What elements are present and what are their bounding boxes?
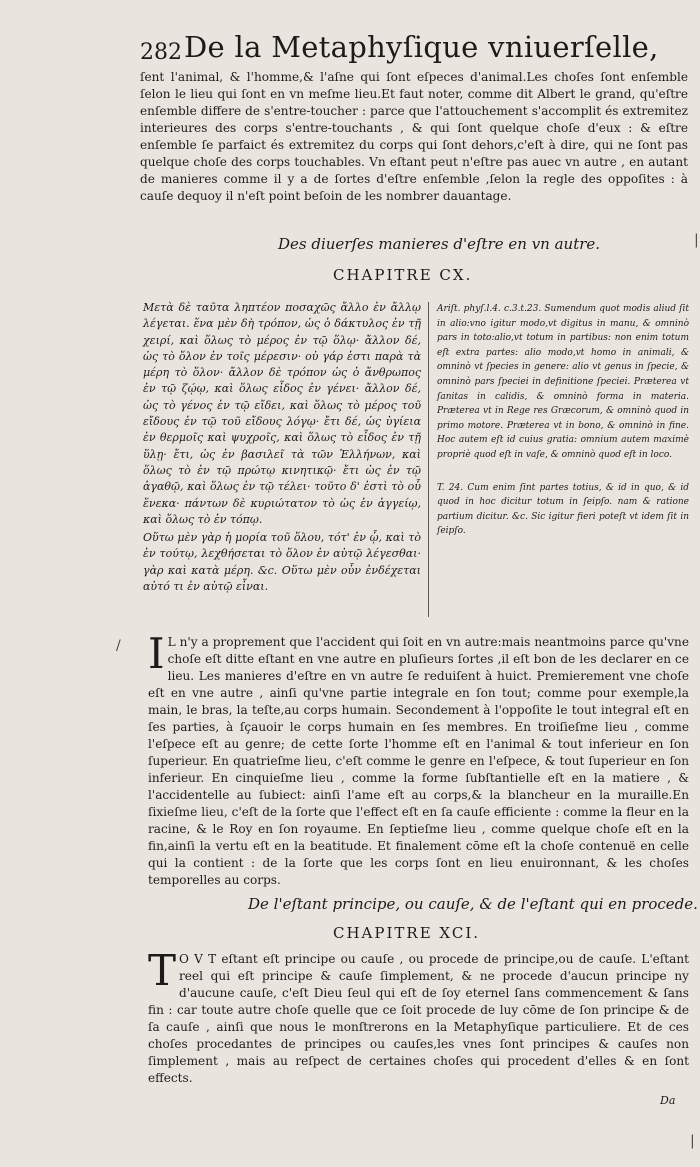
greek-text-column <box>143 300 421 597</box>
margin-note-2: T. 24. Cum enim ſint partes totius, & id in quo, & id quod in hoc dicitur totum in ſeipſo. nam & ratione partium dicitur. &c. Sic igitur fieri poteſt vt idem ſit in ſeipſo. <box>437 482 689 537</box>
catchword: Da <box>660 1094 676 1107</box>
drop-cap-initial: I <box>148 629 165 678</box>
greek-paragraph-1: Μετὰ δὲ ταῦτα ληπτέον ποσαχῶς ἄλλο ἐν ἄλλῳ λέγεται. ἕνα μὲν δὴ τρόπον, ὡς ὁ δάκτυλος ἐν τῇ χειρί, καὶ ὅλως τὸ μέρος ἐν τῷ ὅλῳ· ἄλλον δέ, ὡς τὸ ὅλον ἐν τοῖς μέρεσιν· οὐ γάρ ἐστι παρὰ τὰ μέρη τὸ ὅλον· ἄλλον δὲ τρόπον ὡς ὁ ἄνθρωπος ἐν τῷ ζῴῳ, καὶ ὅλως εἶδος ἐν γένει· ἄλλον δέ, ὡς τὸ γένος ἐν τῷ εἴδει, καὶ ὅλως τὸ μέρος τοῦ εἴδους ἐν τῷ τοῦ εἴδους λόγῳ· ἔτι δέ, ὡς ὑγίεια ἐν θερμοῖς καὶ ψυχροῖς, καὶ ὅλως τὸ εἶδος ἐν τῇ ὕλῃ· ἔτι, ὡς ἐν βασιλεῖ τὰ τῶν Ἑλλήνων, καὶ ὅλως τὸ ἐν τῷ πρώτῳ κινητικῷ· ἔτι ὡς ἐν τῷ ἀγαθῷ, καὶ ὅλως ἐν τῷ τέλει· τοῦτο δ' ἐστὶ τὸ οὗ ἕνεκα· πάντων δὲ κυριώτατον τὸ ὡς ἐν ἀγγείῳ, καὶ ὅλως τὸ ἐν τόπῳ. <box>143 301 421 526</box>
chapter-110-paragraph <box>148 629 689 889</box>
column-divider <box>428 302 429 617</box>
intro-paragraph: ſent l'animal, & l'homme,& l'aſne qui ſont eſpeces d'animal.Les choſes ſont enſemble ſelon le lieu qui ſont en vn meſme lieu.Et faut noter, comme dit Albert le grand, qu'eſtre enſemble differe de s'entre-toucher : parce que l'attouchement s'accomplit és extremitez interieures des corps s'entre-touchants , & qui ſont quelque choſe d'eux : & eſtre enſemble ſe parfaict és extremitez du corps qui ſont dehors,c'eſt à dire, qui ne ſont pas quelque choſe des corps touchables. Vn eſtant peut n'eſtre pas auec vn autre , en autant de manieres comme il y a de ſortes d'eſtre enſemble ,ſelon la regle des oppoſites : à cauſe dequoy il n'eſt point beſoin de les nombrer dauantage. <box>140 70 688 203</box>
page-number: 282 <box>140 40 182 65</box>
margin-mark-2: / <box>116 638 121 654</box>
chapter-91-paragraph <box>148 946 689 1087</box>
chapter-110-text: L n'y a proprement que l'accident qui ſoit en vn autre:mais neantmoins parce qu'vne choſe eſt ditte eſtant en vne autre en pluſieurs ſortes ,il eſt bon de les declarer en ce lieu. Les manieres d'eſtre en vn autre ſe reduiſent à huict. Premierement vne choſe eſt en vne autre , ainſi qu'vne partie integrale en ſon tout; comme pour exemple,la main, le bras, la teſte,au corps humain. Secondement à l'oppoſite le tout integral eſt en ſes parties, à ſçauoir le corps humain en ſes membres. En troiſieſme lieu , comme l'eſpece eſt au genre; de cette ſorte l'homme eſt en l'animal & tout inferieur en ſon ſuperieur. En quatrieſme lieu, c'eſt comme le genre en l'eſpece, & tout ſuperieur en ſon inferieur. En cinquieſme lieu , comme la forme ſubſtantielle eſt en la matiere , & l'accidentelle au ſubiect: ainſi l'ame eſt au corps,& la blancheur en la muraille.En ſixieſme lieu, c'eſt de la ſorte que l'effect eſt en ſa cauſe efficiente : comme la fleur en la racine, & le Roy en ſon royaume. En ſeptieſme lieu , comme quelque choſe eſt en la fin,ainſi la vertu eſt en la beatitude. Et finalement cōme eſt la choſe contenuë en celle qui la contient : de la ſorte que les corps ſont en lieu enuironnant, & les choſes temporelles au corps. <box>148 635 689 887</box>
greek-paragraph-2: Οὕτω μὲν γὰρ ἡ μορία τοῦ ὅλου, τότ' ἐν ᾧ, καὶ τὸ ἐν τούτῳ, λεχθήσεται τὸ ὅλον ἐν αὑτῷ λέγεσθαι· γὰρ καὶ κατὰ μέρη. &c. Οὕτω μὲν οὖν ἐνδέχεται αὐτό τι ἐν αὑτῷ εἶναι. <box>143 531 421 594</box>
drop-cap-initial-2: T <box>148 946 177 995</box>
margin-note-1: Ariſt. phyſ.l.4. c.3.t.23. Sumendum quot modis aliud ſit in alio:vno igitur modo,vt digitus in manu, & omninò pars in toto:alio,vt totum in partibus: non enim totum eſt extra partes: alio modo,vt homo in animali, & omninò vt ſpecies in genere: alio vt genus in ſpecie, & omninò pars ſpeciei in definitione ſpeciei. Præterea vt ſanitas in calidis, & omninò forma in materia. Præterea vt in Rege res Græcorum, & omninò quod in primo motore. Præterea vt in bono, & omninò in fine. Hoc autem eſt id cuius gratia: omnium autem maximè propriè quod eſt in vaſe, & omninò quod eſt in loco. <box>437 304 689 460</box>
section-title-2: De l'eſtant principe, ou cauſe, & de l'eſtant qui en procede. <box>248 895 698 913</box>
page-header <box>140 30 680 68</box>
chapter-91-text: O V T eſtant eſt principe ou cauſe , ou procede de principe,ou de cauſe. L'eſtant reel qui eſt principe & cauſe ſimplement, & ne procede d'aucun principe ny d'aucune cauſe, c'eſt Dieu ſeul qui eſt de ſoy eternel ſans commencement & ſans fin : car toute autre choſe quelle que ce ſoit procede de luy cōme de ſon principe & de ſa cauſe , ainſi que nous le monſtrerons en la Metaphyſique particuliere. Et de ces choſes procedantes de principes ou cauſes,les vnes ſont principes & cauſes non ſimplement , mais au reſpect de certaines choſes qui procedent d'elles & en ſont effects. <box>148 952 689 1085</box>
running-title: De la Metaphyſique vniuerſelle, <box>184 30 659 64</box>
chapter-110-body <box>148 629 689 889</box>
margin-mark: | <box>694 232 699 248</box>
margin-mark-3: | <box>690 1133 695 1149</box>
chapter-heading-91: CHAPITRE XCI. <box>333 924 481 942</box>
latin-margin-notes <box>437 302 689 557</box>
chapter-91-body <box>148 946 689 1087</box>
section-title-1: Des diuerſes manieres d'eſtre en vn autre. <box>278 235 601 253</box>
chapter-heading-110: CHAPITRE CX. <box>333 266 473 284</box>
